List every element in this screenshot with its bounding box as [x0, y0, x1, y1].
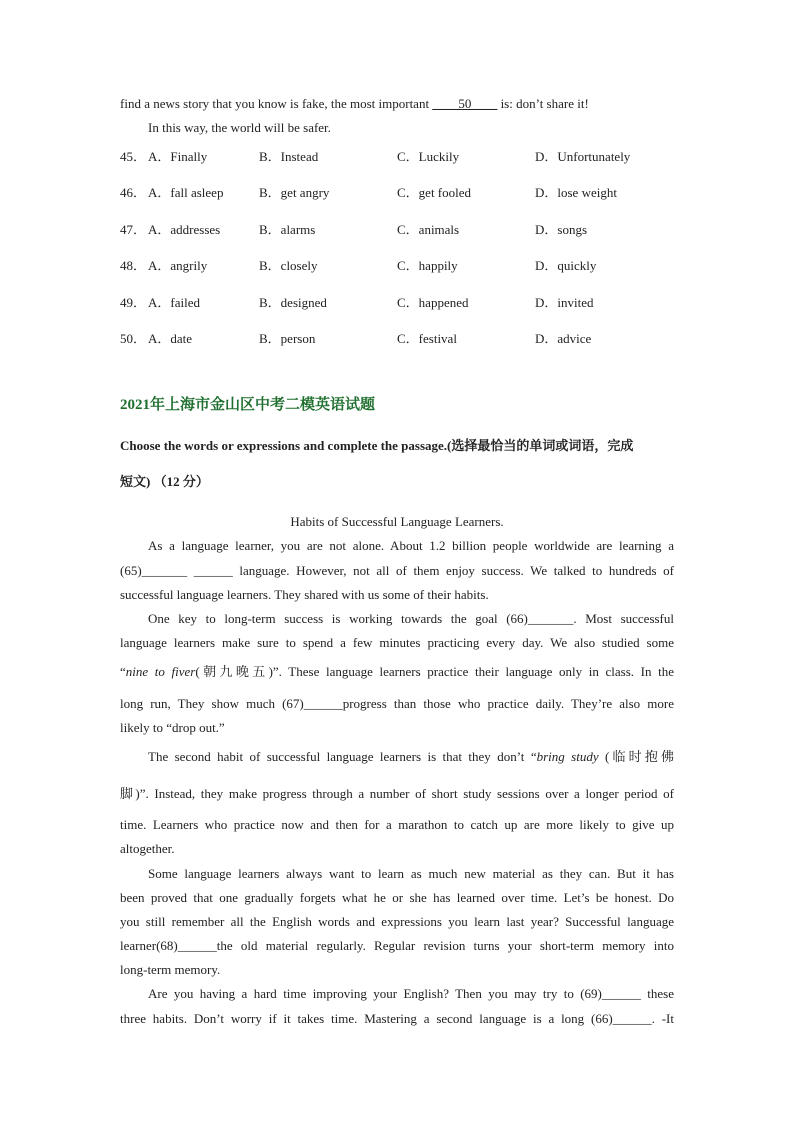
question-number: 45． — [120, 149, 147, 164]
passage-title: Habits of Successful Language Learners. — [290, 514, 504, 529]
question-number: 49． — [120, 295, 147, 310]
passage-fragment-line — [120, 96, 674, 112]
passage-line: been proved that one gradually forgets what he or she has learned over time. Let’s be honest. Do — [120, 890, 674, 905]
instruction-line: Choose the words or expressions and complete the passage.(选择最恰当的单词或词语，完成 — [120, 438, 634, 453]
passage-line: time. Learners who practice now and then for a marathon to catch up are more likely to give up — [120, 817, 674, 832]
passage-line — [120, 664, 674, 680]
option-d: D．invited — [535, 295, 594, 310]
passage-line: learner(68)______the old material regularly. Regular revision turns your short-term memory into — [120, 938, 674, 953]
fragment-text-post: is: don’t share it! — [497, 96, 589, 111]
option-d: D．quickly — [535, 258, 597, 273]
option-c: C．festival — [397, 331, 457, 346]
italic-term: bring study — [536, 749, 599, 764]
option-a: A．fall asleep — [148, 185, 224, 200]
option-b: B．closely — [259, 258, 318, 273]
option-a: A．failed — [148, 295, 200, 310]
question-number: 48． — [120, 258, 147, 273]
option-c: C．happily — [397, 258, 458, 273]
passage-line: likely to “drop out.” — [120, 720, 225, 735]
option-a: A．Finally — [148, 149, 208, 164]
passage-line: Some language learners always want to learn as much new material as they can. But it has — [148, 866, 674, 881]
option-c: C．Luckily — [397, 149, 460, 164]
passage-line: As a language learner, you are not alone. About 1.2 billion people worldwide are learning a — [148, 538, 674, 553]
option-b: B．alarms — [259, 222, 316, 237]
passage-line: 脚)”. Instead, they make progress through a number of short study sessions over a longer period of — [120, 786, 674, 801]
instruction-line: 短文) （12 分） — [120, 474, 209, 489]
passage-line: you still remember all the English words and expressions you learn last year? Successful language — [120, 914, 674, 929]
option-b: B．person — [259, 331, 316, 346]
passage-line: Are you having a hard time improving your English? Then you may try to (69)______ these — [148, 986, 674, 1001]
passage-text: (朝九晚五)”. These language learners practice their language only in class. In the — [195, 664, 674, 679]
option-d: D．songs — [535, 222, 588, 237]
option-c: C．animals — [397, 222, 460, 237]
italic-term: nine to fiver — [125, 664, 196, 679]
passage-line: successful language learners. They shared with us some of their habits. — [120, 587, 489, 602]
passage-line: (65)_______ ______ language. However, not all of them enjoy success. We talked to hundreds of — [120, 563, 674, 578]
section-title: 2021年上海市金山区中考二模英语试题 — [120, 397, 376, 413]
passage-line: long run, They show much (67)______progress than those who practice daily. They’re also more — [120, 696, 674, 711]
option-d: D．lose weight — [535, 185, 617, 200]
passage-fragment-line: In this way, the world will be safer. — [148, 120, 331, 135]
option-a: A．addresses — [148, 222, 221, 237]
blank-50: ____50____ — [432, 96, 498, 111]
question-number: 47． — [120, 222, 147, 237]
passage-line: language learners make sure to spend a few minutes practicing every day. We also studied some — [120, 635, 674, 650]
passage-line — [120, 749, 674, 765]
question-number: 46． — [120, 185, 147, 200]
option-a: A．date — [148, 331, 193, 346]
option-b: B．Instead — [259, 149, 319, 164]
question-number: 50． — [120, 331, 147, 346]
fragment-text-pre: find a news story that you know is fake, the most important — [120, 96, 433, 111]
option-d: D．Unfortunately — [535, 149, 631, 164]
passage-line: altogether. — [120, 841, 175, 856]
passage-text: (临时抱佛 — [598, 749, 674, 764]
option-c: C．happened — [397, 295, 469, 310]
option-c: C．get fooled — [397, 185, 472, 200]
quote-mark: “ — [120, 664, 126, 679]
passage-line: three habits. Don’t worry if it takes time. Mastering a second language is a long (66)______. -It — [120, 1011, 674, 1026]
option-d: D．advice — [535, 331, 592, 346]
option-b: B．get angry — [259, 185, 330, 200]
option-b: B．designed — [259, 295, 327, 310]
passage-line: long-term memory. — [120, 962, 221, 977]
passage-line: One key to long-term success is working towards the goal (66)_______. Most successful — [148, 611, 674, 626]
option-a: A．angrily — [148, 258, 208, 273]
passage-text: The second habit of successful language learners is that they don’t “ — [148, 749, 537, 764]
